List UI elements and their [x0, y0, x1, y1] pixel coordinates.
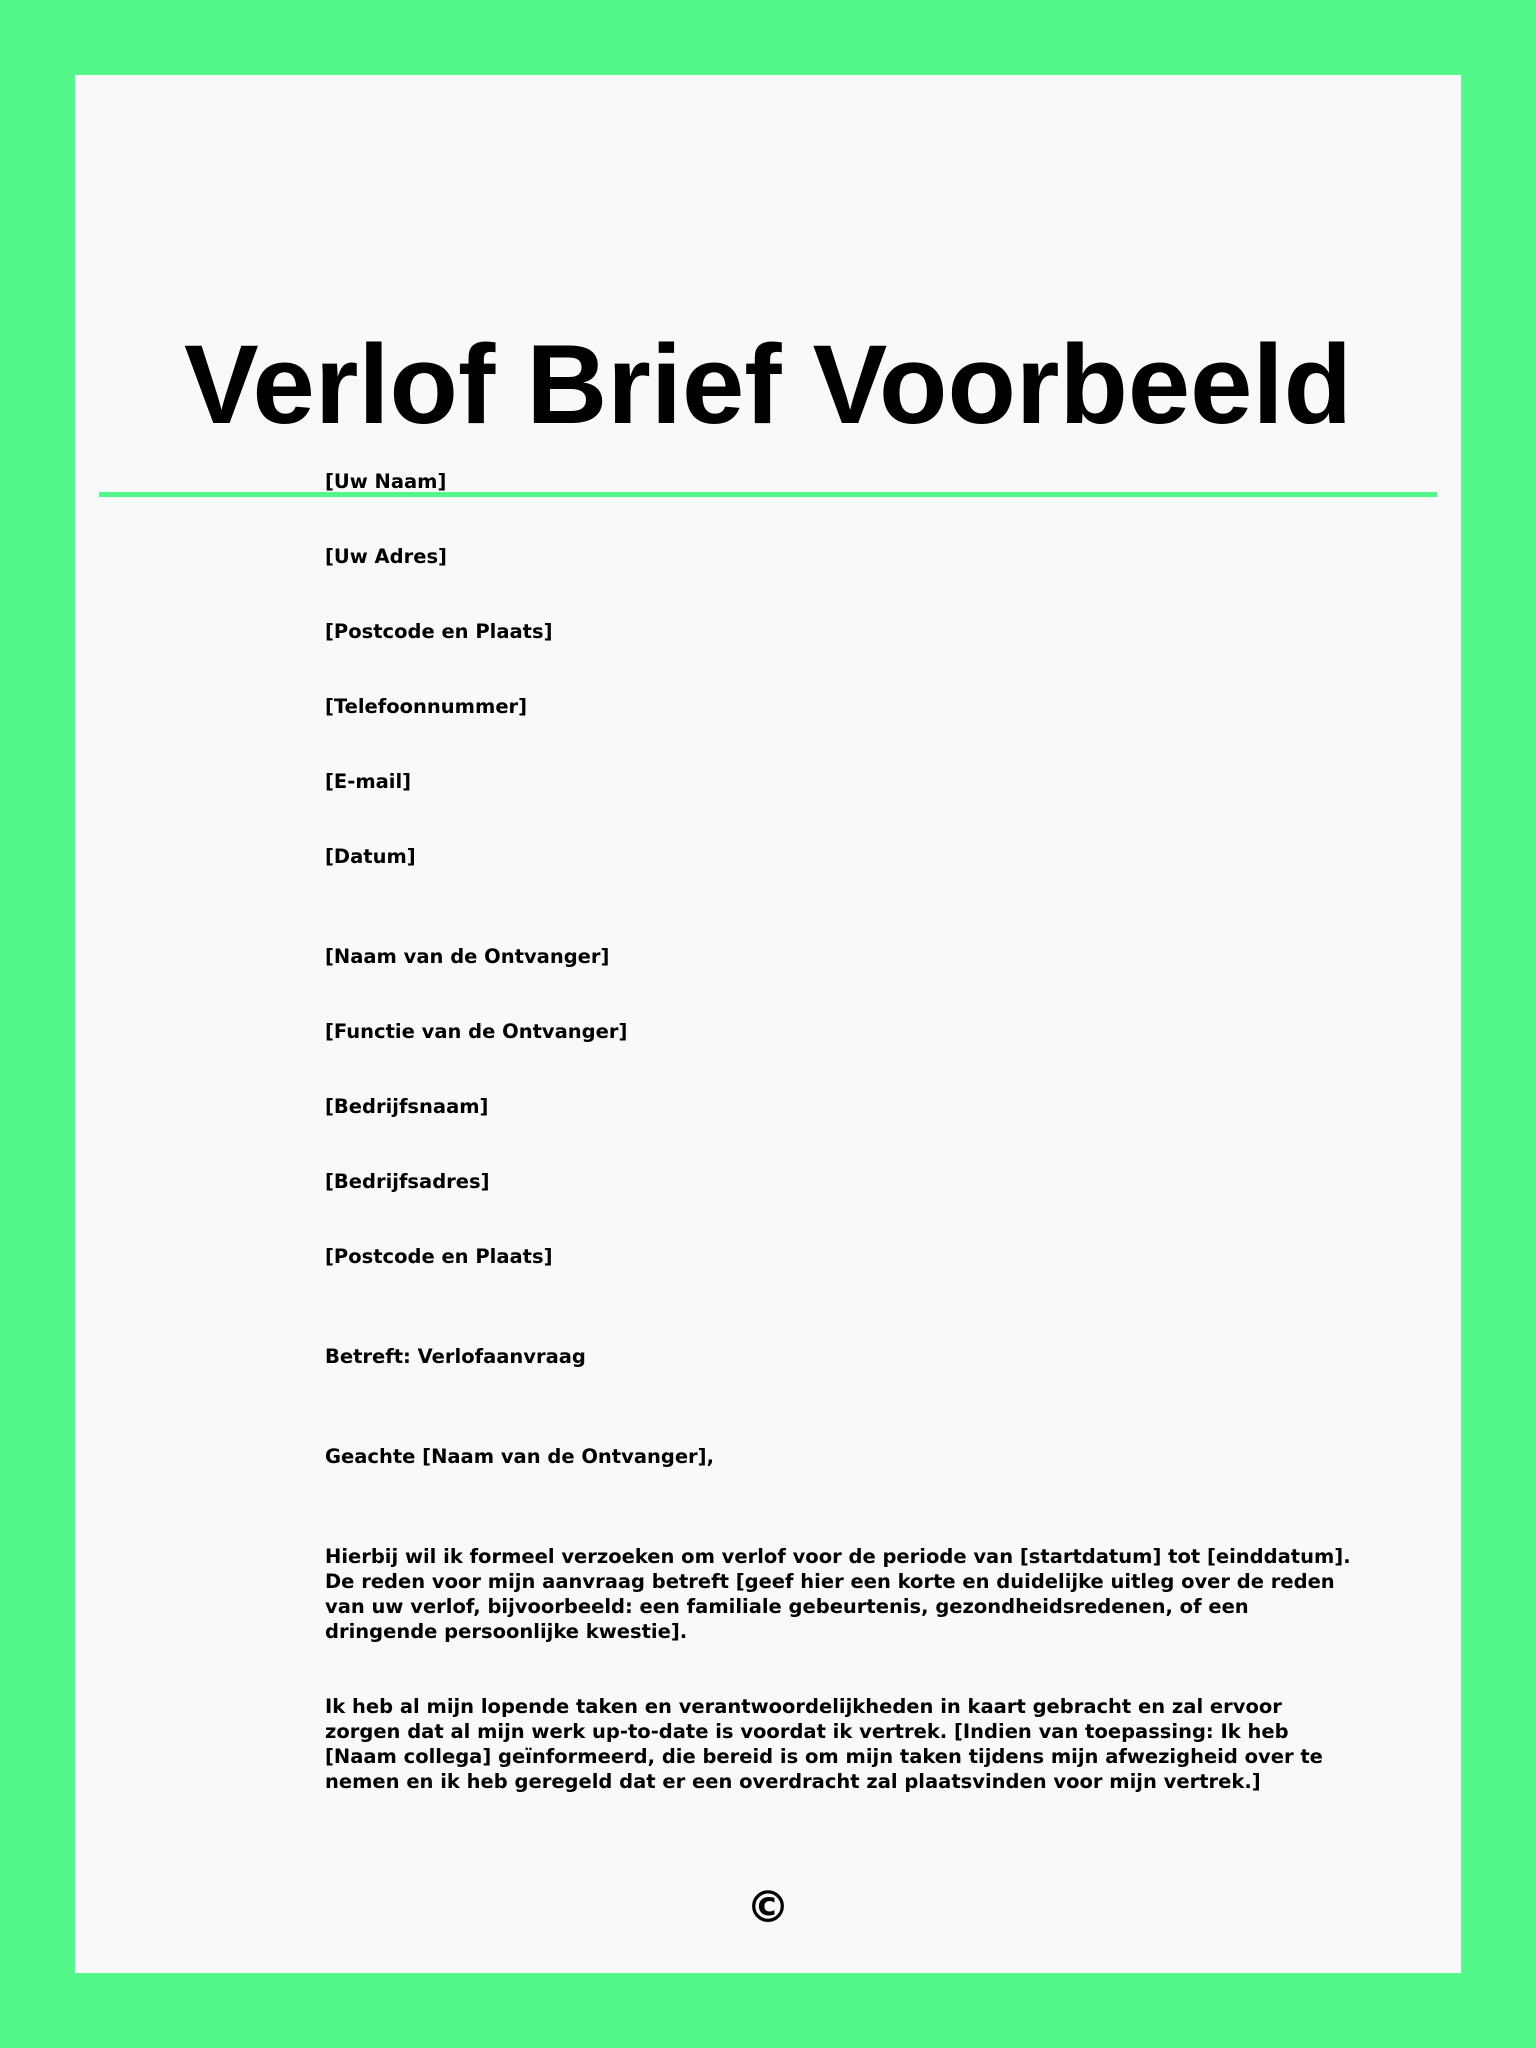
letter-subject: Betreft: Verlofaanvraag [325, 1345, 586, 1368]
recipient-postal-city: [Postcode en Plaats] [325, 1245, 553, 1268]
page-title: Verlof Brief Voorbeeld [184, 322, 1352, 447]
letter-salutation: Geachte [Naam van de Ontvanger], [325, 1445, 714, 1468]
copyright-icon: © [746, 1882, 790, 1933]
body-paragraph: Ik heb al mijn lopende taken en verantwoordelijkheden in kaart gebracht en zal ervoor zorgen dat al mijn werk up-to-date is voordat ik vertrek. [Indien van toepassing: Ik heb [Naam collega] geïnformeerd, die bereid is om mijn taken tijdens mijn afwezigheid over te nemen en ik heb geregeld dat er een overdracht zal plaatsvinden voor mijn vertrek.] [325, 1695, 1323, 1793]
sender-address: [Uw Adres] [325, 545, 447, 568]
recipient-name: [Naam van de Ontvanger] [325, 945, 610, 968]
recipient-company-address: [Bedrijfsadres] [325, 1170, 490, 1193]
body-paragraph: Hierbij wil ik formeel verzoeken om verlof voor de periode van [startdatum] tot [einddatum]. De reden voor mijn aanvraag betreft [geef hier een korte en duidelijke uitleg over de reden van uw verlof, bijvoorbeeld: een familiale gebeurtenis, gezondheidsredenen, of een dringende persoonlijke kwestie]. [325, 1545, 1351, 1643]
sender-phone: [Telefoonnummer] [325, 695, 528, 718]
title-divider [99, 492, 1437, 497]
recipient-function: [Functie van de Ontvanger] [325, 1020, 628, 1043]
sender-name: [Uw Naam] [325, 470, 447, 493]
letter-date: [Datum] [325, 845, 416, 868]
letter-page [75, 75, 1461, 1973]
recipient-company: [Bedrijfsnaam] [325, 1095, 489, 1118]
sender-email: [E-mail] [325, 770, 412, 793]
sender-postal-city: [Postcode en Plaats] [325, 620, 553, 643]
